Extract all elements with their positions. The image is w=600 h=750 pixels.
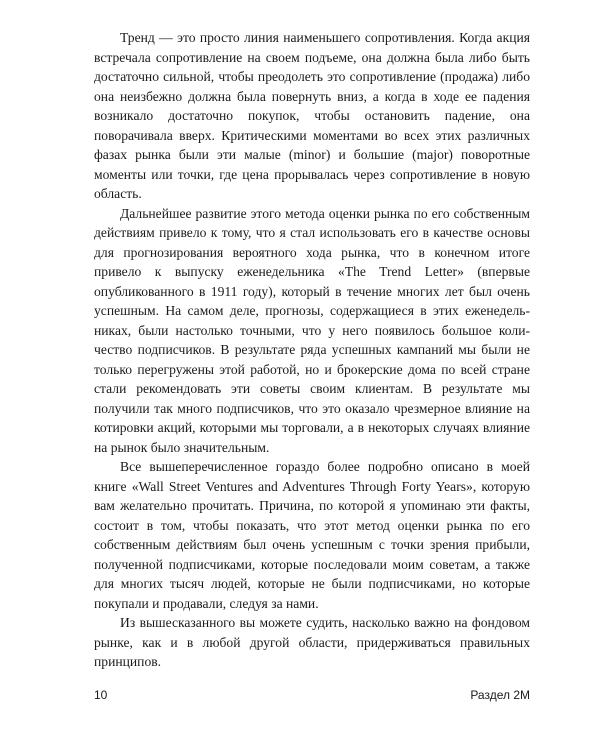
paragraph-trend: Тренд — это просто линия наименьшего сопротивления. Когда акция встречала сопротивление на своем подъеме, она должна была либо быть достаточно сильной, чтобы преодолеть это сопротивление (продажа) либо она неизбежно должна была повернуть вниз, а когда в ходе ее падения возникало достаточно покупок, чтобы остановить падение, она поворачивала вверх. Критическими моментами во всех этих различных фазах рынка были эти малые (minor) и большие (major) поворотные моменты или точки, где цена прорывалась через сопротивление в новую область.: [94, 30, 530, 201]
paragraph-conclusion: Из вышесказанного вы можете судить, насколько важно на фондовом рынке, как и в любой другой области, придерживаться правильных принципов.: [94, 615, 530, 669]
page-footer: [94, 688, 530, 708]
paragraph-trend-letter: Дальнейшее развитие этого метода оценки рынка по его собственным действиям привело к тому, что я стал использовать его в качестве основы для прогнозирования вероятного хода рынка, что в конечном итоге привело к выпуску еженедельника «The Trend Letter» (впервые опубликованного в 1911 году), который в течение многих лет был очень успешным. На самом деле, прогнозы, содержащиеся в этих еженедельниках, были настолько точными, что у него появилось большое количество подписчиков. В результате ряда успешных кампаний мы были не только перегружены этой работой, но и брокерские дома по всей стране стали рекомендовать эти советы своим клиентам. В результате мы получили так много подписчиков, что это оказало чрезмерное влияние на котировки акций, которыми мы торговали, а в некоторых случаях влияние на рынок было значительным.: [94, 205, 530, 455]
paragraph-book-reference: Все вышеперечисленное гораздо более подробно описано в моей книге «Wall Street Ventures and Adventures Through Forty Years», которую вам желательно прочитать. Причина, по которой я упоминаю эти факты, состоит в том, чтобы показать, что этот метод оценки рынка по его собственным действиям был очень успешным с точки зрения прибыли, полученной подписчиками, которые последовали моим советам, а также для многих тысяч людей, которые не были подписчиками, но которые покупали и продавали, следуя за нами.: [94, 459, 530, 611]
page-number: 10: [94, 688, 108, 702]
body-text: [94, 28, 530, 672]
section-label: Раздел 2М: [470, 688, 530, 702]
